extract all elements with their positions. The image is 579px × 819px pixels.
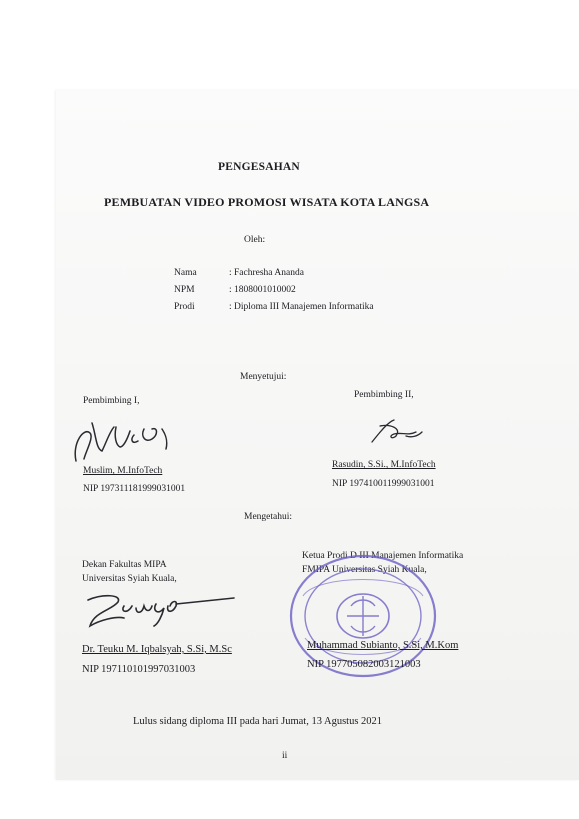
- dean-signature: [78, 586, 238, 634]
- supervisor-1-name: Muslim, M.InfoTech: [83, 466, 163, 476]
- page-number: ii: [282, 751, 288, 761]
- supervisor-1-nip: NIP 197311181999031001: [83, 484, 186, 494]
- document-subtitle: PEMBUATAN VIDEO PROMOSI WISATA KOTA LANGSA: [104, 195, 430, 209]
- dean-title-line-2: Universitas Syiah Kuala,: [82, 574, 177, 584]
- by-label: Oleh:: [244, 235, 266, 245]
- supervisor-2-name: Rasudin, S.Si., M.InfoTech: [332, 460, 436, 470]
- defense-date-statement: Lulus sidang diploma III pada hari Jumat, 13 Agustus 2021: [133, 716, 383, 727]
- approved-label: Menyetujui:: [240, 372, 287, 382]
- head-nip: NIP 197705082003121003: [307, 659, 421, 670]
- student-npm-value: : 1808001010002: [229, 285, 296, 295]
- student-prodi-label: Prodi: [174, 302, 195, 312]
- acknowledged-label: Mengetahui:: [244, 512, 293, 522]
- student-name-label: Nama: [174, 268, 197, 278]
- student-prodi-value: : Diploma III Manajemen Informatika: [229, 302, 374, 312]
- page-title: PENGESAHAN: [218, 161, 300, 173]
- dean-name: Dr. Teuku M. Iqbalsyah, S.Si, M.Sc: [82, 644, 232, 655]
- supervisor-2-role: Pembimbing II,: [354, 390, 414, 400]
- student-npm-label: NPM: [174, 285, 195, 295]
- dean-title-line-1: Dekan Fakultas MIPA: [82, 560, 167, 570]
- dean-nip: NIP 197110101997031003: [82, 664, 196, 675]
- supervisor-2-signature: [366, 414, 426, 446]
- supervisor-1-signature: [70, 413, 180, 465]
- supervisor-2-nip: NIP 197410011999031001: [332, 479, 435, 489]
- head-name: Muhammad Subianto, S.Si, M.Kom: [307, 640, 459, 651]
- head-title-line-1: Ketua Prodi D III Manajemen Informatika: [302, 551, 464, 561]
- head-title-line-2: FMIPA Universitas Syiah Kuala,: [302, 565, 427, 575]
- supervisor-1-role: Pembimbing I,: [83, 396, 140, 406]
- student-name-value: : Fachresha Ananda: [229, 268, 304, 278]
